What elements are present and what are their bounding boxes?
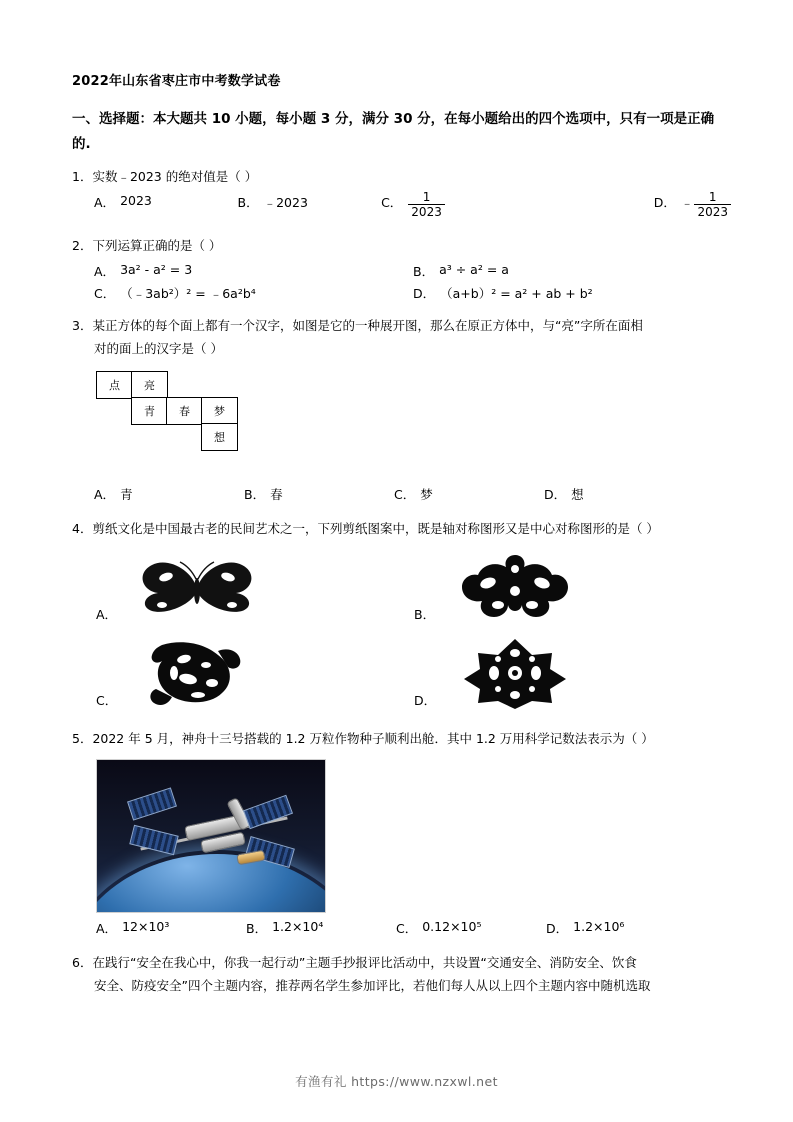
question-2-options-row2: [94, 284, 732, 302]
option-3-B[interactable]: B． 春: [244, 487, 283, 503]
question-2-options-row1: [94, 262, 732, 280]
question-1-options: [94, 189, 732, 222]
net-cell-chun: 春: [166, 397, 203, 425]
option-1-B[interactable]: B． ﹣2023: [237, 194, 308, 210]
question-3-options: [94, 485, 732, 503]
papercut-row-CD: [96, 635, 732, 711]
question-2: [72, 234, 732, 302]
question-1-stem: 1．实数﹣2023 的绝对值是（ ）: [72, 168, 258, 184]
option-2-B[interactable]: B． a³ ÷ a² = a: [413, 261, 509, 279]
question-3-stem: 3．某正方体的每个面上都有一个汉字，如图是它的一种展开图，那么在原正方体中，与“亮”字所在面相 对的面上的汉字是（ ）: [72, 317, 643, 357]
option-5-B[interactable]: B． 1.2×10⁴: [246, 918, 324, 936]
option-2-C[interactable]: C． （﹣3ab²）² = ﹣6a²b⁴: [94, 285, 256, 301]
net-cell-qing: 青: [131, 397, 168, 425]
question-3: [72, 314, 732, 504]
option-5-A[interactable]: A． 12×10³: [96, 918, 170, 936]
option-4-B[interactable]: B．: [414, 549, 732, 625]
question-4-figures: [96, 549, 732, 711]
option-2-A[interactable]: A． 3a² - a² = 3: [94, 261, 193, 279]
fraction-neg-one-over-2023: $\frac{1}{2023}$: [694, 191, 731, 220]
butterfly-papercut-icon: [122, 549, 272, 625]
option-1-D[interactable]: D． ﹣ $\frac{1}{2023}$: [654, 193, 732, 222]
question-6-stem: 6．在践行“安全在我心中，你我一起行动”主题手抄报评比活动中，共设置“交通安全、消防安全、饮食 安全、防疫安全”四个主题内容，推荐两名学生参加评比，若他们每人从以上四个主题内容中随机选取: [72, 954, 651, 994]
space-station-illustration: [127, 786, 297, 886]
option-1-A[interactable]: A． 2023: [94, 192, 152, 210]
question-5-stem: 5．2022 年 5 月，神舟十三号搭载的 1.2 万粒作物种子顺利出舱．其中 1.2 万用科学记数法表示为（ ）: [72, 730, 654, 746]
net-cell-meng: 梦: [201, 397, 238, 425]
option-5-D[interactable]: D． 1.2×10⁶: [546, 918, 625, 936]
question-4-stem: 4．剪纸文化是中国最古老的民间艺术之一，下列剪纸图案中，既是轴对称图形又是中心对称图形的是（ ）: [72, 521, 659, 537]
net-cell-dian: 点: [96, 371, 133, 399]
net-cell-xiang: 想: [201, 423, 238, 451]
question-5-options: [96, 919, 732, 937]
dragon-papercut-icon: [122, 635, 272, 711]
option-3-A[interactable]: A． 青: [94, 487, 133, 503]
option-4-A[interactable]: A．: [96, 549, 414, 625]
question-2-stem: 2．下列运算正确的是（ ）: [72, 237, 222, 253]
cube-net-figure: [96, 371, 732, 475]
watermark: 有渔有礼 https://www.nzxwl.net: [295, 1074, 498, 1089]
question-5: [72, 727, 732, 937]
page-title: 2022年山东省枣庄市中考数学试卷: [72, 74, 281, 89]
option-3-D[interactable]: D． 想: [544, 487, 584, 503]
question-1: [72, 165, 732, 222]
option-1-C[interactable]: C． $\frac{1}{2023}$: [381, 193, 654, 222]
option-5-C[interactable]: C． 0.12×10⁵: [396, 918, 482, 936]
section-heading: 一、选择题：本大题共 10 小题，每小题 3 分，满分 30 分，在每小题给出的四个选项中，只有一项是正确的.: [72, 111, 715, 152]
symmetric-medallion-papercut-icon: [440, 635, 590, 711]
option-3-C[interactable]: C． 梦: [394, 487, 433, 503]
papercut-row-AB: [96, 549, 732, 625]
space-station-photo: [96, 759, 732, 913]
document-content: [72, 70, 732, 1004]
ornament-papercut-icon: [440, 549, 590, 625]
question-6: [72, 951, 732, 999]
option-2-D[interactable]: D． （a+b）² = a² + ab + b²: [413, 285, 593, 301]
option-4-D[interactable]: D．: [414, 635, 732, 711]
question-4: [72, 517, 732, 711]
net-cell-liang: 亮: [131, 371, 168, 399]
fraction-one-over-2023: $\frac{1}{2023}$: [408, 191, 445, 220]
option-4-C[interactable]: C．: [96, 635, 414, 711]
